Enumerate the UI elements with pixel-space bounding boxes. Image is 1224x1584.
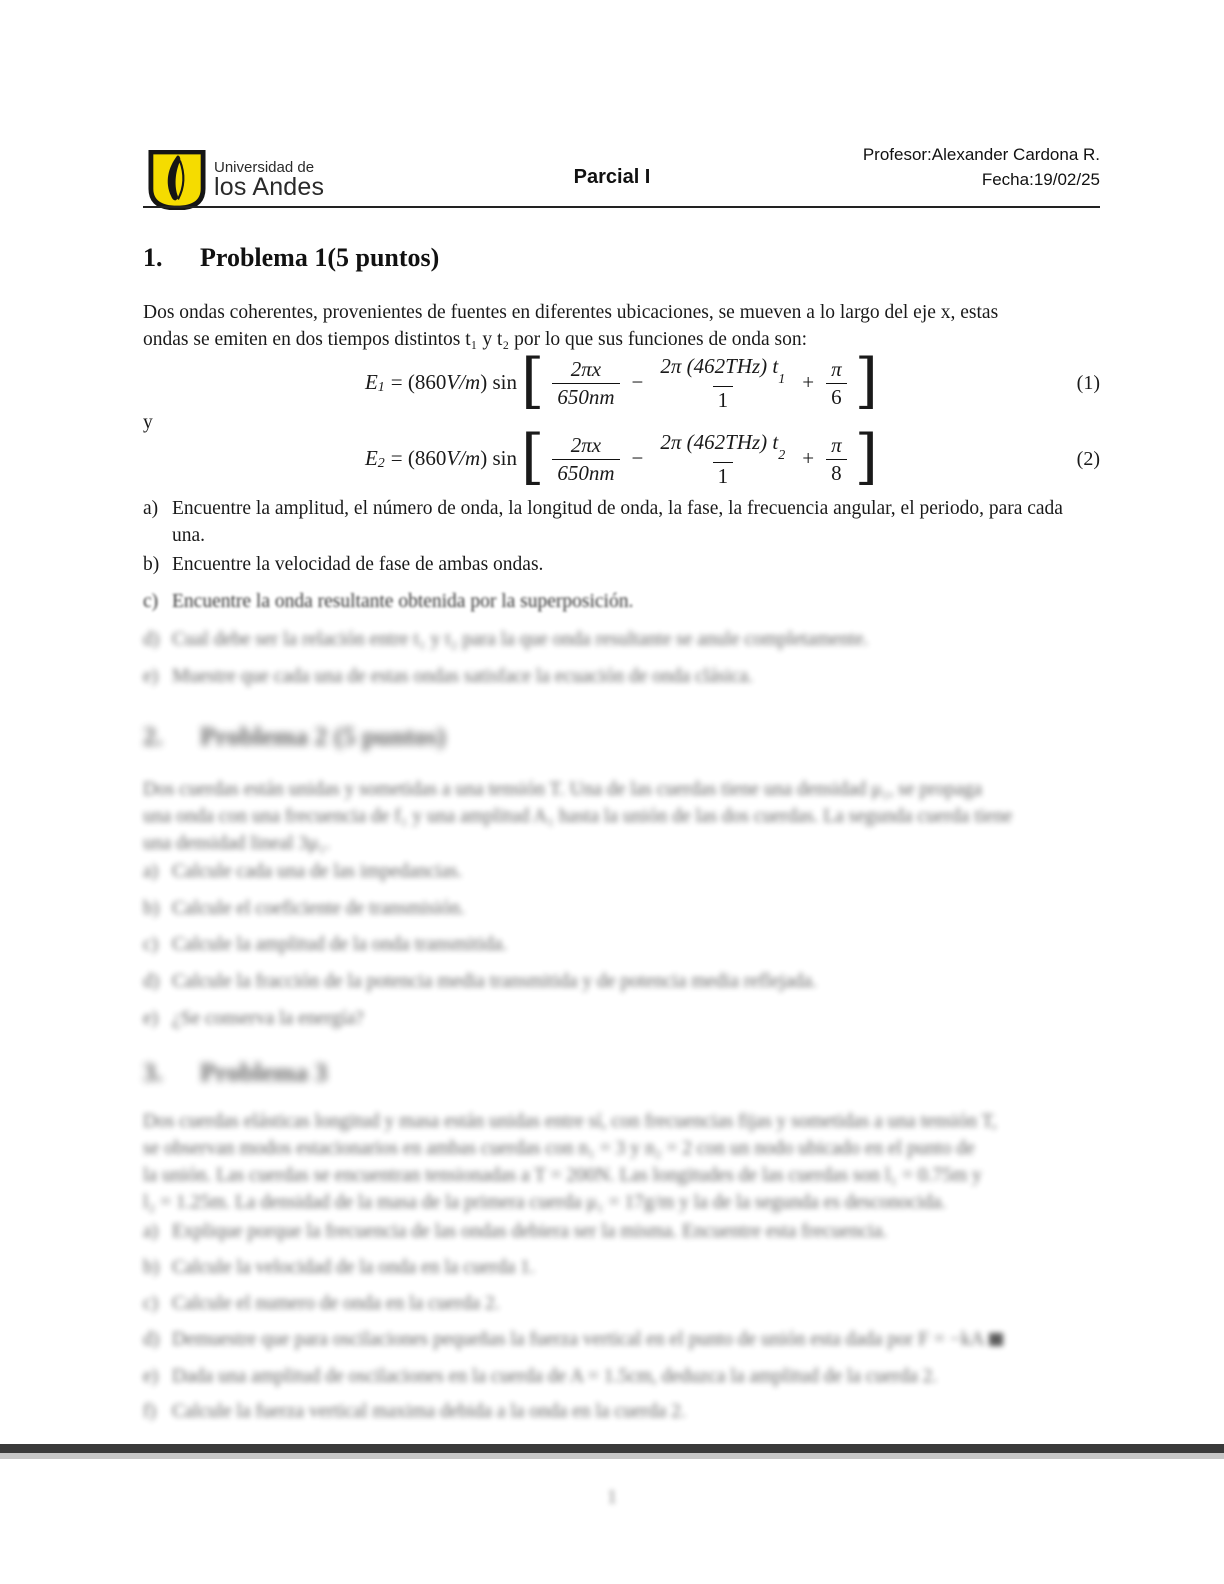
eq2-lhs: E <box>364 446 378 471</box>
eq2-frac3-num: π <box>831 432 842 457</box>
exam-date: Fecha:19/02/25 <box>981 169 1100 189</box>
item-text: Calcule cada una de las impedancias. <box>172 861 463 882</box>
problem2-item-a <box>143 858 1100 885</box>
professor-name: Profesor:Alexander Cardona R. <box>862 145 1100 164</box>
eq1-frac3 <box>826 357 847 409</box>
problem3-intro <box>143 1108 1100 1216</box>
eq1-plus: + <box>802 370 815 395</box>
item-label: a) <box>143 861 159 882</box>
problem1-title: Problema 1(5 puntos) <box>200 243 440 272</box>
eq2-frac3 <box>826 433 847 485</box>
problem2-intro-line1: Dos cuerdas están unidas y sometidas a una tensión T. Una de las cuerdas tiene una densidad μ₁, se propaga <box>143 779 983 800</box>
problem1-intro <box>143 299 1100 353</box>
problem3-item-e <box>143 1363 1100 1390</box>
eq1-frac1-den: 650nm <box>552 383 619 409</box>
eq2-frac2-num-text: 2π (462THz) t <box>660 430 779 455</box>
problem2-intro <box>143 776 1100 857</box>
item-text: Explique porque la frecuencia de las ondas debiera ser la misma. Encuentre esta frecuencia. <box>172 1221 888 1242</box>
eq1-frac2 <box>655 354 790 411</box>
problem1-number: 1. <box>143 243 163 272</box>
problem1-item-c <box>143 588 1100 615</box>
eq1-frac3-den: 6 <box>826 383 847 409</box>
problem3-item-b <box>143 1254 1100 1281</box>
header-meta <box>863 143 1100 192</box>
item-label: c) <box>143 1293 159 1314</box>
eq2-pre2: V/m <box>446 446 481 471</box>
item-label: f) <box>143 1401 156 1422</box>
eq2-frac3-den: 8 <box>826 459 847 485</box>
item-text: ¿Se conserva la energía? <box>172 1008 364 1029</box>
item-label: b) <box>143 898 160 919</box>
eq2-frac2 <box>655 430 790 487</box>
eq1-minus: − <box>631 370 644 395</box>
item-text: Dada una amplitud de oscilaciones en la cuerda de A = 1.5cm, deduzca la amplitud de la cuerda 2. <box>172 1366 938 1387</box>
problem1-intro-line1: Dos ondas coherentes, provenientes de fuentes en diferentes ubicaciones, se mueven a lo largo del eje x, estas <box>143 302 999 323</box>
page-number: 1 <box>607 1486 617 1508</box>
item-label: b) <box>143 1257 160 1278</box>
item-label: b) <box>143 554 160 575</box>
eq2-frac1-num: 2πx <box>570 432 602 457</box>
problem2-intro-line2: una onda con una frecuencia de f₁ y una amplitud A₁ hasta la unión de las dos cuerdas. La segunda cuerda tiene <box>143 806 1013 827</box>
item-label: d) <box>143 971 160 992</box>
header-divider <box>143 206 1100 208</box>
eq2-pre3: ) sin <box>480 446 517 471</box>
item-label: d) <box>143 629 160 650</box>
item-text: Encuentre la amplitud, el número de onda, la longitud de onda, la fase, la frecuencia angular, el periodo, para cada una. <box>172 498 1063 546</box>
item-text: Calcule la fracción de la potencia media transmitida y de potencia media reflejada. <box>172 971 817 992</box>
equation-1 <box>143 345 1100 416</box>
problem3-heading <box>143 1058 1100 1088</box>
problem3-item-a <box>143 1218 1100 1245</box>
eq1-pre3: ) sin <box>480 370 517 395</box>
eq2-frac2-den: 1 <box>713 462 734 488</box>
university-name-line2: los Andes <box>214 172 325 201</box>
footer-bar-dark <box>0 1444 1224 1453</box>
eq1-lhs-sub: 1 <box>377 379 385 395</box>
item-text: Calcule la amplitud de la onda transmitida. <box>172 934 508 955</box>
problem3-item-d <box>143 1326 1100 1353</box>
item-label: a) <box>143 498 159 519</box>
problem2-item-b <box>143 895 1100 922</box>
redacted-box <box>989 1333 1003 1346</box>
equation-2-body: E $_2$ = (860 V/m ) sin [ $\frac{2\pi x}{650nm}$ − $\frac{2\pi (462THz) t_2}{1}$ + $\frac{\pi}{8}$ ] <box>364 421 879 492</box>
footer-bar-light <box>0 1453 1224 1459</box>
eq1-frac2-num-sub: 1 <box>778 372 786 388</box>
item-label: e) <box>143 1008 159 1029</box>
problem3-intro-line3: la unión. Las cuerdas se encuentran tensionadas a T = 200N. Las longitudes de las cuerdas son l₁ = 0.75m y <box>143 1165 982 1186</box>
equation-2 <box>143 421 1100 492</box>
problem3-title: Problema 3 <box>200 1058 328 1087</box>
problem3-intro-line4: l₂ = 1.25m. La densidad de la masa de la primera cuerda μ₁ = 17g/m y la de la segunda es desconocida. <box>143 1192 947 1213</box>
problem3-number: 3. <box>143 1058 163 1087</box>
problem1-intro-line2: ondas se emiten en dos tiempos distintos t₁ y t₂ por lo que sus funciones de onda son: <box>143 329 808 350</box>
eq1-frac3-num: π <box>831 356 842 381</box>
problem2-item-e <box>143 1005 1100 1032</box>
problem1-heading <box>143 243 1100 273</box>
item-label: e) <box>143 666 159 687</box>
eq2-pre1: = (860 <box>390 446 447 471</box>
problem2-number: 2. <box>143 722 163 751</box>
eq1-frac2-num-text: 2π (462THz) t <box>660 354 779 379</box>
problem1-item-b <box>143 551 1100 578</box>
item-text: Calcule el numero de onda en la cuerda 2. <box>172 1293 500 1314</box>
eq1-number-label: (1) <box>1076 371 1100 394</box>
eq1-frac1 <box>552 357 619 409</box>
item-text: Calcule el coeficiente de transmisión. <box>172 898 465 919</box>
eq2-lhs-sub: 2 <box>377 455 385 471</box>
university-name-line1: Universidad de <box>214 158 315 176</box>
eq1-pre1: = (860 <box>390 370 447 395</box>
problem3-intro-line2: se observan modos estacionarios en ambas cuerdas con n₁ = 3 y n₂ = 2 con un nodo ubicado en el punto de <box>143 1138 975 1159</box>
problem1-item-a <box>143 495 1100 549</box>
equation-1-body: E $_1$ = (860 V/m ) sin [ $\frac{2\pi x}{650nm}$ − $\frac{2\pi (462THz) t_1}{1}$ + $\frac{\pi}{6}$ ] <box>364 345 879 416</box>
eq1-frac2-num <box>655 354 790 388</box>
problem3-intro-line1: Dos cuerdas elásticas longitud y masa están unidas entre sí, con frecuencias fijas y sometidas a una tensión T, <box>143 1111 997 1132</box>
eq2-plus: + <box>802 446 815 471</box>
eq2-minus: − <box>631 446 644 471</box>
eq2-frac1-den: 650nm <box>552 459 619 485</box>
item-text: Calcule la velocidad de la onda en la cuerda 1. <box>172 1257 535 1278</box>
problem1-item-d <box>143 626 1100 653</box>
problem2-item-d <box>143 968 1100 995</box>
item-text: Encuentre la velocidad de fase de ambas ondas. <box>172 554 544 575</box>
item-label: c) <box>143 934 159 955</box>
item-text: Encuentre la onda resultante obtenida por la superposición. <box>172 591 634 612</box>
problem3-item-c <box>143 1290 1100 1317</box>
problem2-item-c <box>143 931 1100 958</box>
eq1-lhs: E <box>364 370 378 395</box>
eq1-frac1-num: 2πx <box>570 356 602 381</box>
eq1-frac2-den: 1 <box>713 386 734 412</box>
eq2-frac2-num <box>655 430 790 464</box>
eq2-frac2-num-sub: 2 <box>778 448 786 464</box>
problem1-item-e <box>143 663 1100 690</box>
problem3-item-f <box>143 1398 1100 1425</box>
item-label: d) <box>143 1329 160 1350</box>
item-text <box>172 1326 1100 1353</box>
problem2-intro-line3: una densidad lineal 3μ₁. <box>143 833 331 854</box>
eq2-frac1 <box>552 433 619 485</box>
item-text-content: Demuestre que para oscilaciones pequeñas la fuerza vertical en el punto de unión esta dada por F = −kA <box>172 1329 985 1350</box>
problem2-title: Problema 2 (5 puntos) <box>200 722 446 751</box>
item-text: Muestre que cada una de estas ondas satisface la ecuación de onda clásica. <box>172 666 753 687</box>
item-text: Cual debe ser la relación entre t₁ y t₂ para la que onda resultante se anule completamente. <box>172 629 869 650</box>
item-label: a) <box>143 1221 159 1242</box>
item-label: c) <box>143 591 159 612</box>
between-equations-text: y <box>143 412 153 433</box>
item-text: Calcule la fuerza vertical maxima debida a la onda en la cuerda 2. <box>172 1401 686 1422</box>
document-title: Parcial I <box>573 166 651 188</box>
item-label: e) <box>143 1366 159 1387</box>
eq1-pre2: V/m <box>446 370 481 395</box>
eq2-number-label: (2) <box>1076 447 1100 470</box>
problem2-heading <box>143 722 1100 752</box>
